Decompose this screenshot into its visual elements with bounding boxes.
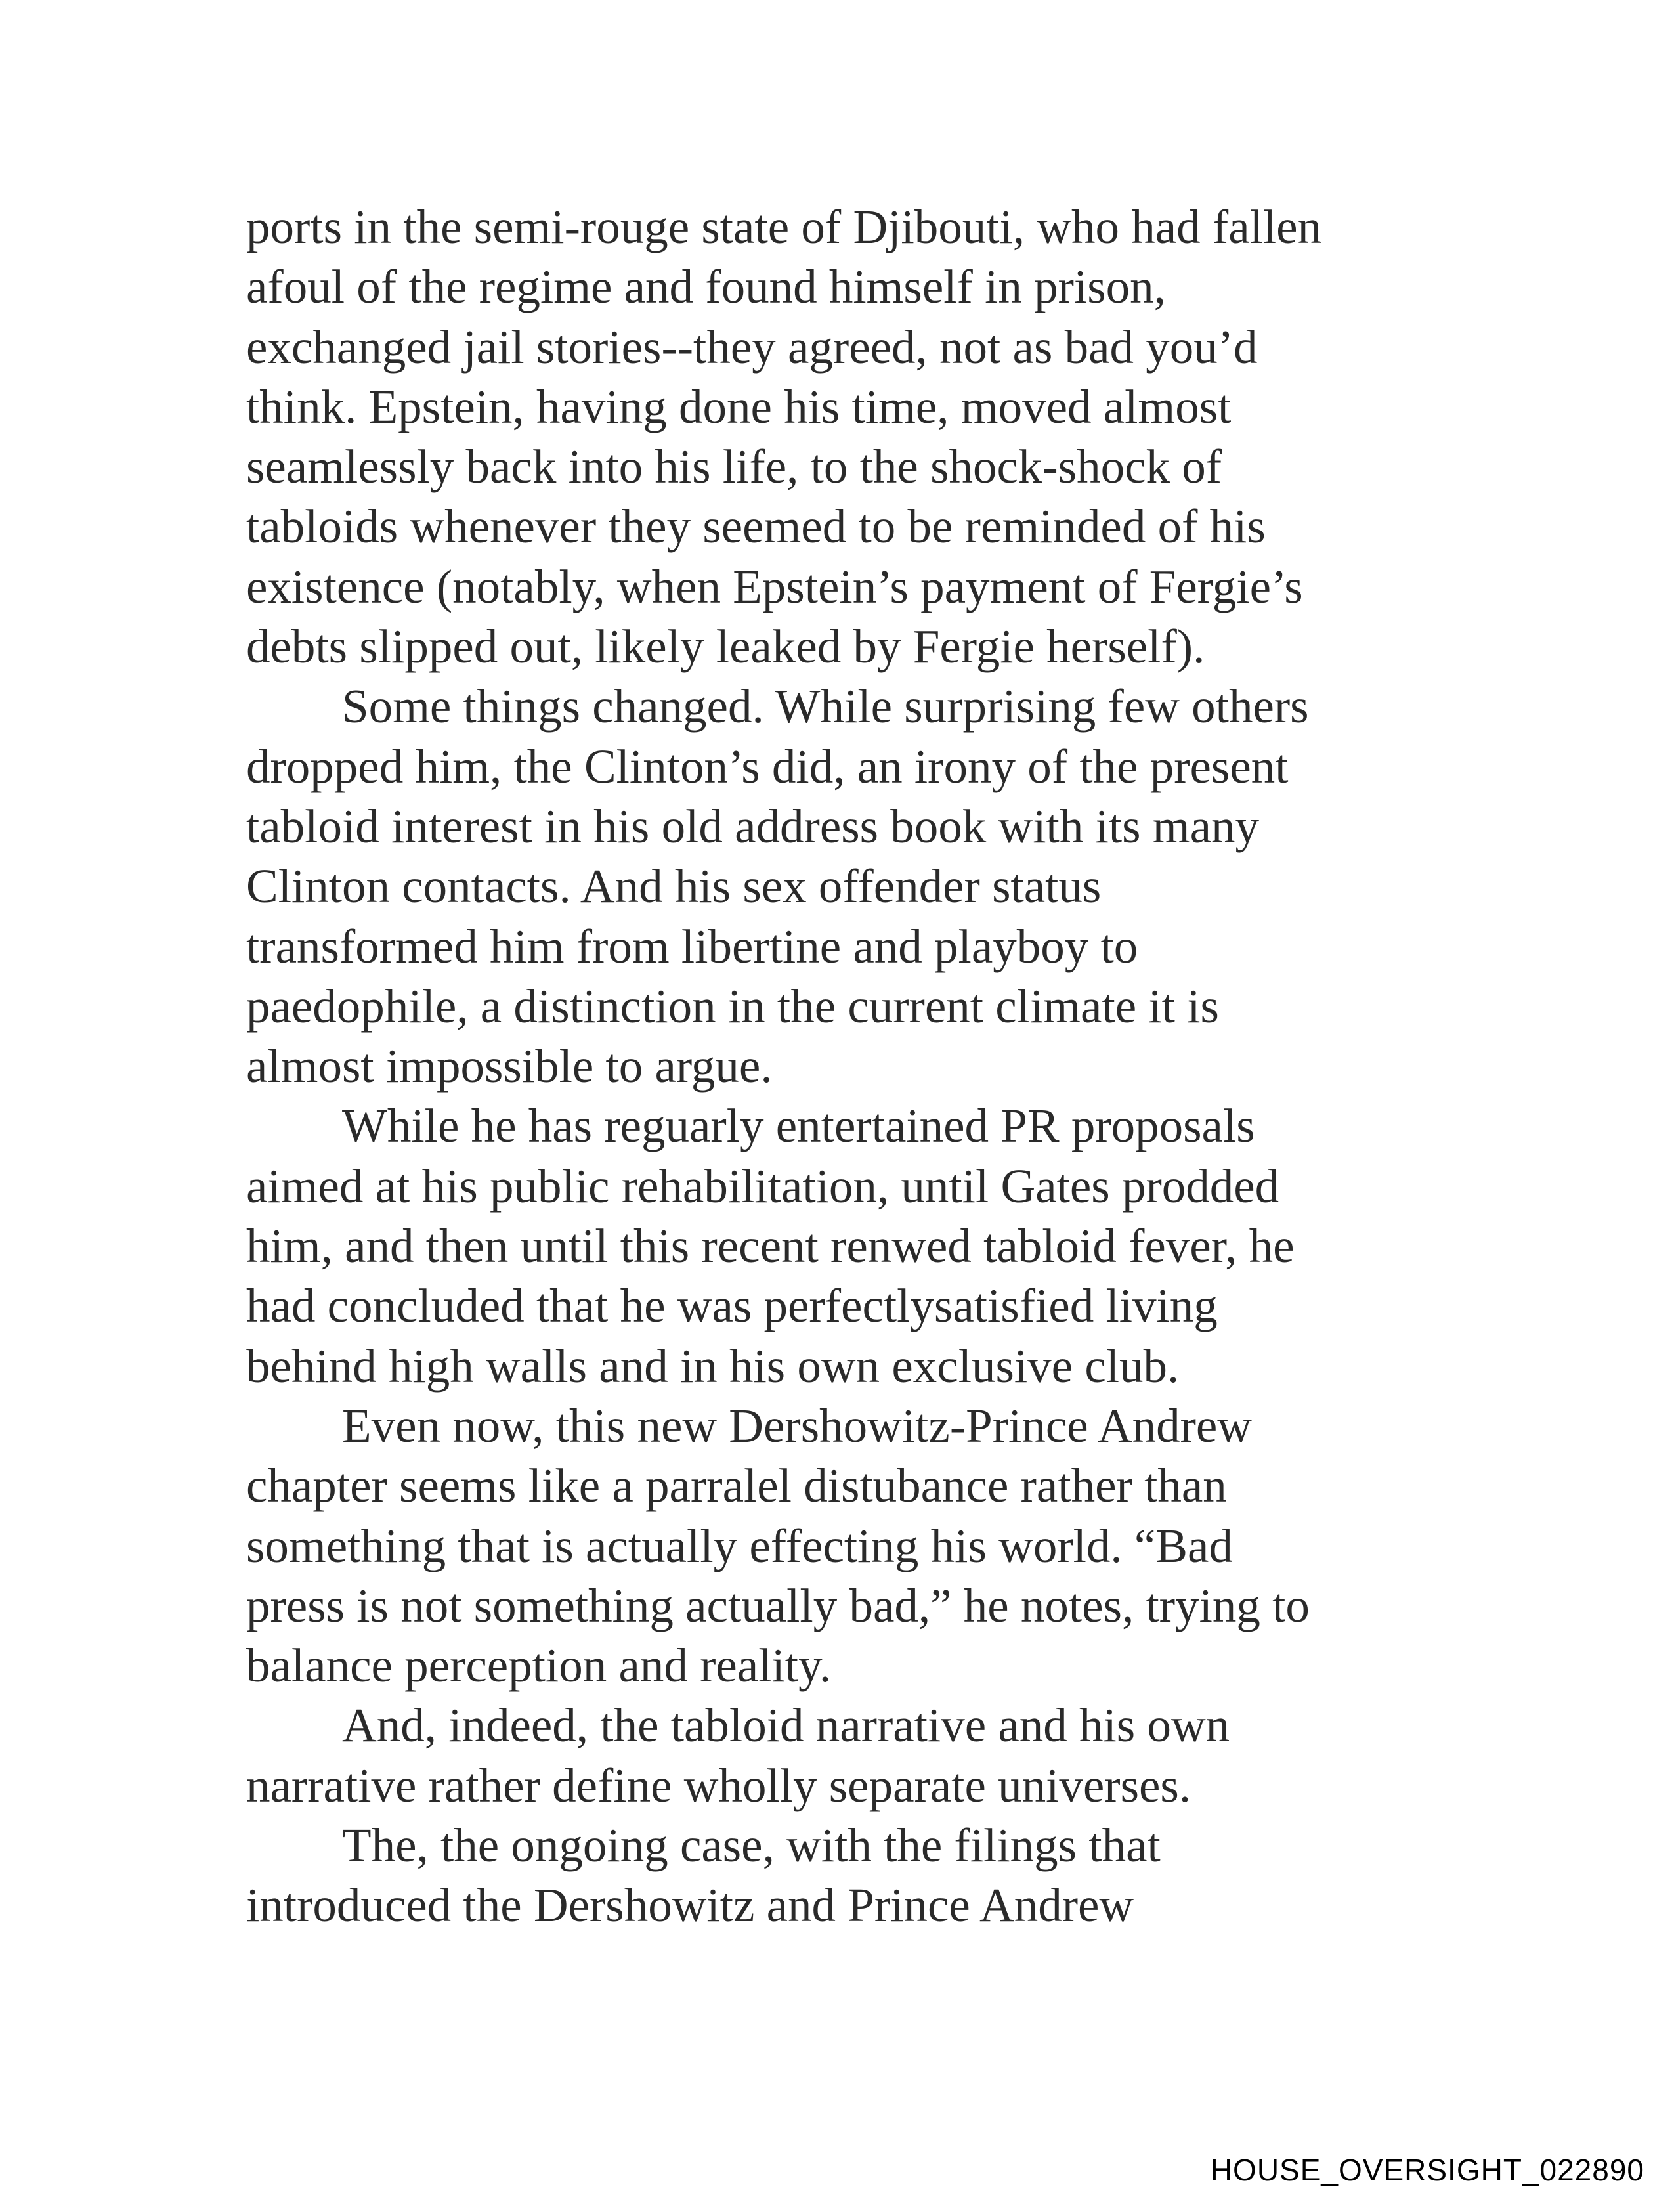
text-line: seamlessly back into his life, to the shock-shock of	[246, 440, 1222, 494]
text-line: behind high walls and in his own exclusive club.	[246, 1339, 1180, 1393]
text-line: And, indeed, the tabloid narrative and his own	[342, 1699, 1230, 1752]
text-line: balance perception and reality.	[246, 1639, 832, 1693]
paragraph	[246, 1815, 1441, 1936]
body-text	[246, 197, 1441, 1936]
paragraph	[246, 197, 1441, 676]
text-line: The, the ongoing case, with the filings that	[342, 1819, 1161, 1873]
text-line: transformed him from libertine and playboy to	[246, 919, 1138, 973]
text-line: existence (notably, when Epstein’s payment of Fergie’s	[246, 559, 1303, 613]
paragraph	[246, 1096, 1441, 1395]
text-line: almost impossible to argue.	[246, 1039, 773, 1093]
text-line: something that is actually effecting his world. “Bad	[246, 1519, 1233, 1572]
text-line: paedophile, a distinction in the current climate it is	[246, 979, 1219, 1033]
text-line: Clinton contacts. And his sex offender status	[246, 859, 1102, 913]
text-line: think. Epstein, having done his time, moved almost	[246, 380, 1232, 433]
text-line: narrative rather define wholly separate universes.	[246, 1758, 1191, 1812]
text-line: dropped him, the Clinton’s did, an irony of the present	[246, 739, 1289, 793]
text-line: Even now, this new Dershowitz-Prince Andrew	[342, 1399, 1253, 1452]
text-line: ports in the semi-rouge state of Djibouti, who had fallen	[246, 200, 1322, 253]
bates-number: HOUSE_OVERSIGHT_022890	[1210, 2153, 1644, 2187]
text-line: While he has reguarly entertained PR proposals	[342, 1099, 1255, 1153]
text-line: chapter seems like a parralel distubance rather than	[246, 1459, 1227, 1513]
text-line: exchanged jail stories--they agreed, not as bad you’d	[246, 320, 1258, 374]
paragraph	[246, 1695, 1441, 1815]
text-line: him, and then until this recent renwed tabloid fever, he	[246, 1219, 1295, 1273]
text-line: tabloid interest in his old address book with its many	[246, 799, 1259, 853]
text-line: tabloids whenever they seemed to be reminded of his	[246, 500, 1266, 553]
text-line: introduced the Dershowitz and Prince Andrew	[246, 1878, 1134, 1932]
text-line: press is not something actually bad,” he notes, trying to	[246, 1578, 1310, 1632]
text-line: aimed at his public rehabilitation, until Gates prodded	[246, 1159, 1279, 1213]
text-line: debts slipped out, likely leaked by Fergie herself).	[246, 620, 1205, 674]
paragraph	[246, 1396, 1441, 1695]
text-line: had concluded that he was perfectlysatisfied living	[246, 1279, 1218, 1333]
paragraph	[246, 676, 1441, 1096]
text-line: Some things changed. While surprising few others	[342, 680, 1309, 733]
text-line: afoul of the regime and found himself in prison,	[246, 260, 1166, 314]
